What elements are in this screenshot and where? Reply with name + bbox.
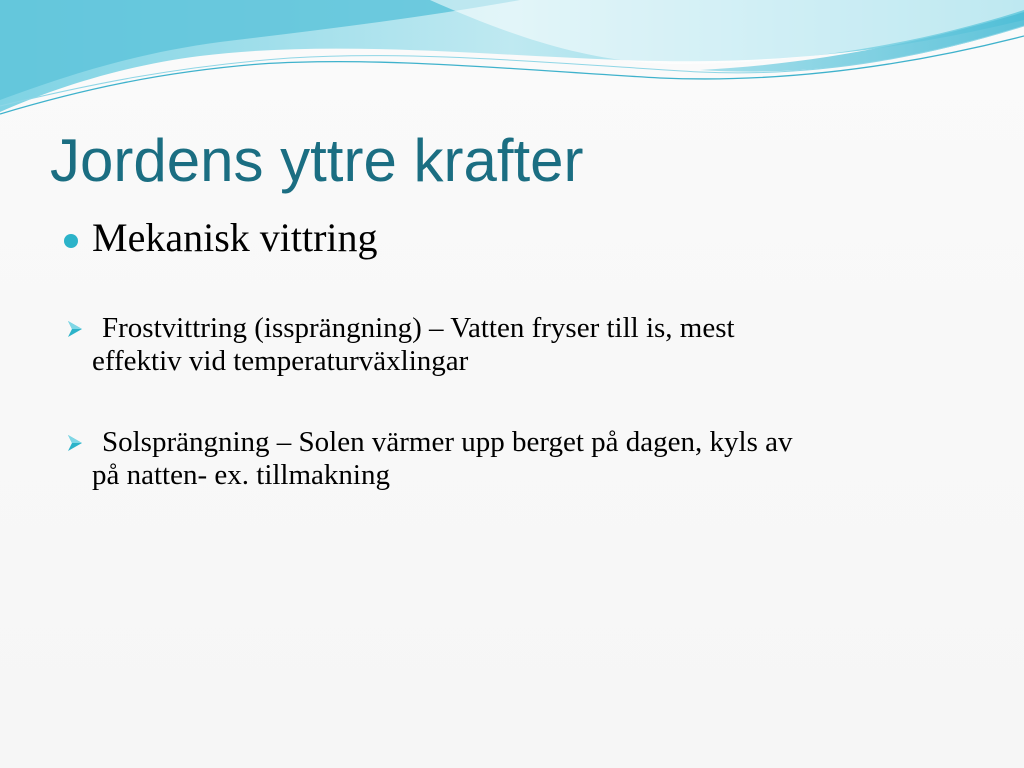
sub-bullet-line2: effektiv vid temperaturväxlingar <box>92 345 469 377</box>
sub-bullet-text <box>92 426 793 492</box>
bullet-heading-text: Mekanisk vittring <box>92 215 378 260</box>
sub-bullet-frostvittring <box>64 312 984 378</box>
sub-bullet-line1: Solsprängning – Solen värmer upp berget på dagen, kyls av <box>102 426 793 458</box>
header-wave-decoration <box>0 0 1024 130</box>
sub-bullet-solsprangning <box>64 426 984 492</box>
arrow-right-icon <box>64 432 86 454</box>
sub-bullet-line1: Frostvittring (issprängning) – Vatten fryser till is, mest <box>102 312 735 344</box>
bullet-heading <box>64 214 378 262</box>
sub-bullet-text <box>92 312 735 378</box>
sub-bullet-line2: på natten- ex. tillmakning <box>92 459 390 491</box>
dot-icon <box>64 234 78 248</box>
slide-title: Jordens yttre krafter <box>50 127 584 194</box>
arrow-right-icon <box>64 318 86 340</box>
